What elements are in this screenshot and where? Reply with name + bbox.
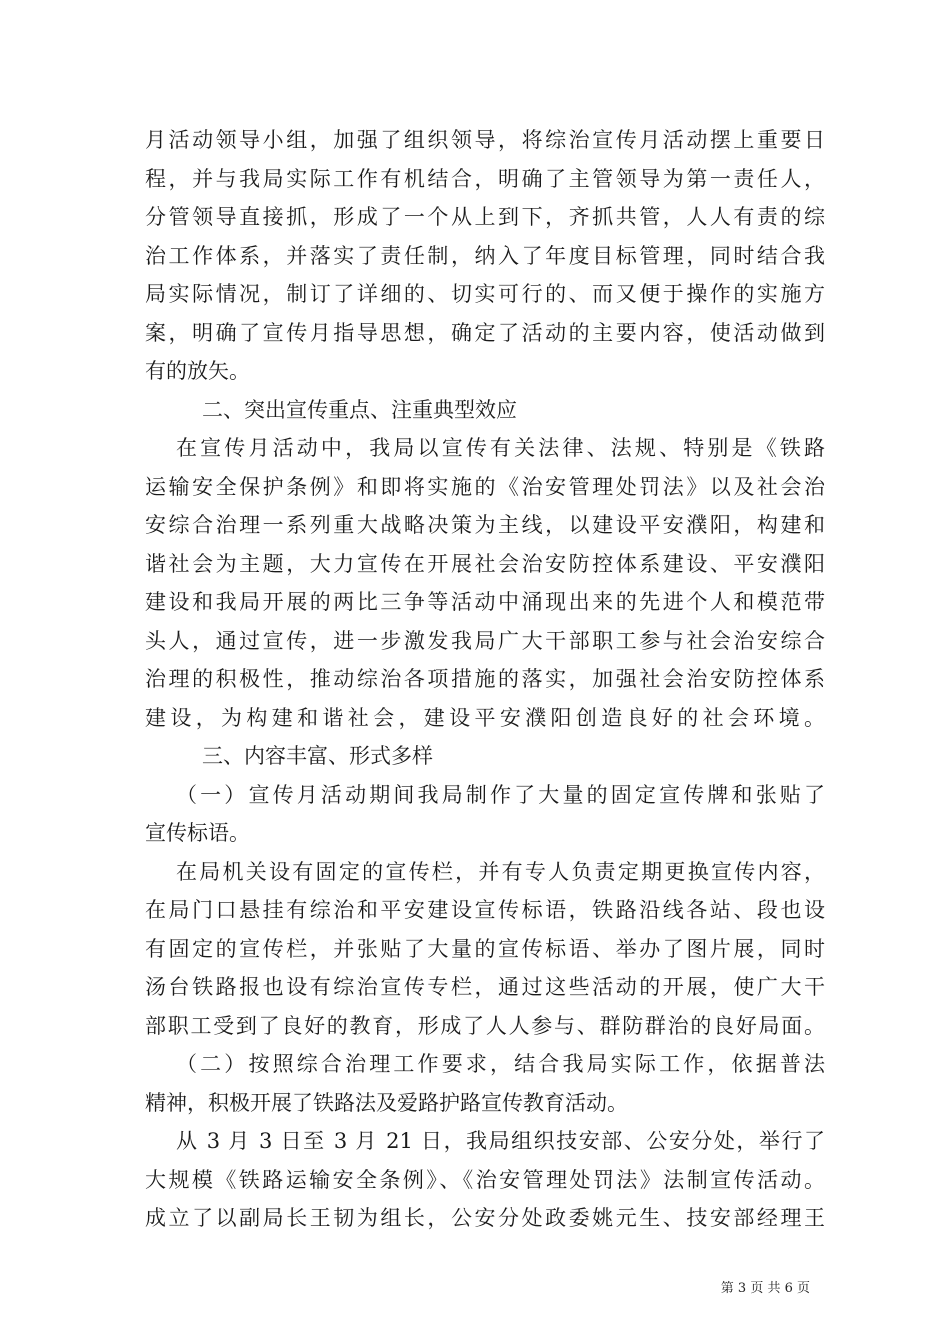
text-line: 案，明确了宣传月指导思想，确定了活动的主要内容，使活动做到 xyxy=(145,320,825,345)
text-line: 三、内容丰富、形式多样 xyxy=(202,744,433,768)
text-line: 头人，通过宣传，进一步激发我局广大干部职工参与社会治安综合 xyxy=(145,628,825,653)
text-line: 在宣传月活动中，我局以宣传有关法律、法规、特别是《铁路 xyxy=(176,436,825,460)
text-line: 局实际情况，制订了详细的、切实可行的、而又便于操作的实施方 xyxy=(145,282,825,306)
text-line: 安综合治理一系列重大战略决策为主线，以建设平安濮阳，构建和 xyxy=(145,513,825,537)
text-line: 在局机关设有固定的宣传栏，并有专人负责定期更换宣传内容， xyxy=(176,859,825,884)
text-line: 谐社会为主题，大力宣传在开展社会治安防控体系建设、平安濮阳 xyxy=(145,551,825,576)
text-line: 治工作体系，并落实了责任制，纳入了年度目标管理，同时结合我 xyxy=(145,243,825,268)
text-line: 运输安全保护条例》和即将实施的《治安管理处罚法》以及社会治 xyxy=(145,474,825,499)
text-line: 分管领导直接抓，形成了一个从上到下，齐抓共管，人人有责的综 xyxy=(145,205,825,229)
text-line: 部职工受到了良好的教育，形成了人人参与、群防群治的良好局面。 xyxy=(145,1013,825,1038)
text-line: 月活动领导小组，加强了组织领导，将综治宣传月活动摆上重要日 xyxy=(145,128,825,152)
body-text xyxy=(145,121,825,1238)
text-line: （一）宣传月活动期间我局制作了大量的固定宣传牌和张贴了 xyxy=(176,782,825,807)
text-line: 有固定的宣传栏，并张贴了大量的宣传标语、举办了图片展，同时 xyxy=(145,936,825,961)
text-line: 成立了以副局长王韧为组长，公安分处政委姚元生、技安部经理王 xyxy=(145,1206,825,1230)
text-line: 建设，为构建和谐社会，建设平安濮阳创造良好的社会环境。 xyxy=(145,705,825,730)
text-line: 建设和我局开展的两比三争等活动中涌现出来的先进个人和模范带 xyxy=(145,590,825,614)
text-line: 有的放矢。 xyxy=(145,359,250,383)
text-line: 程，并与我局实际工作有机结合，明确了主管领导为第一责任人， xyxy=(145,166,825,191)
text-line: 汤台铁路报也设有综治宣传专栏，通过这些活动的开展，使广大干 xyxy=(145,975,825,999)
text-line: 在局门口悬挂有综治和平安建设宣传标语，铁路沿线各站、段也设 xyxy=(145,898,825,922)
text-line: 从 3 月 3 日至 3 月 21 日，我局组织技安部、公安分处，举行了 xyxy=(176,1129,825,1153)
text-line: （二）按照综合治理工作要求，结合我局实际工作，依据普法 xyxy=(176,1052,825,1076)
text-line: 精神，积极开展了铁路法及爱路护路宣传教育活动。 xyxy=(145,1090,628,1115)
text-line: 二、突出宣传重点、注重典型效应 xyxy=(202,397,517,422)
text-line: 大规模《铁路运输安全条例》、《治安管理处罚法》法制宣传活动。 xyxy=(145,1167,825,1192)
page-number: 第 3 页 共 6 页 xyxy=(720,1281,810,1296)
text-line: 治理的积极性，推动综治各项措施的落实，加强社会治安防控体系 xyxy=(145,667,825,691)
text-line: 宣传标语。 xyxy=(145,821,250,845)
